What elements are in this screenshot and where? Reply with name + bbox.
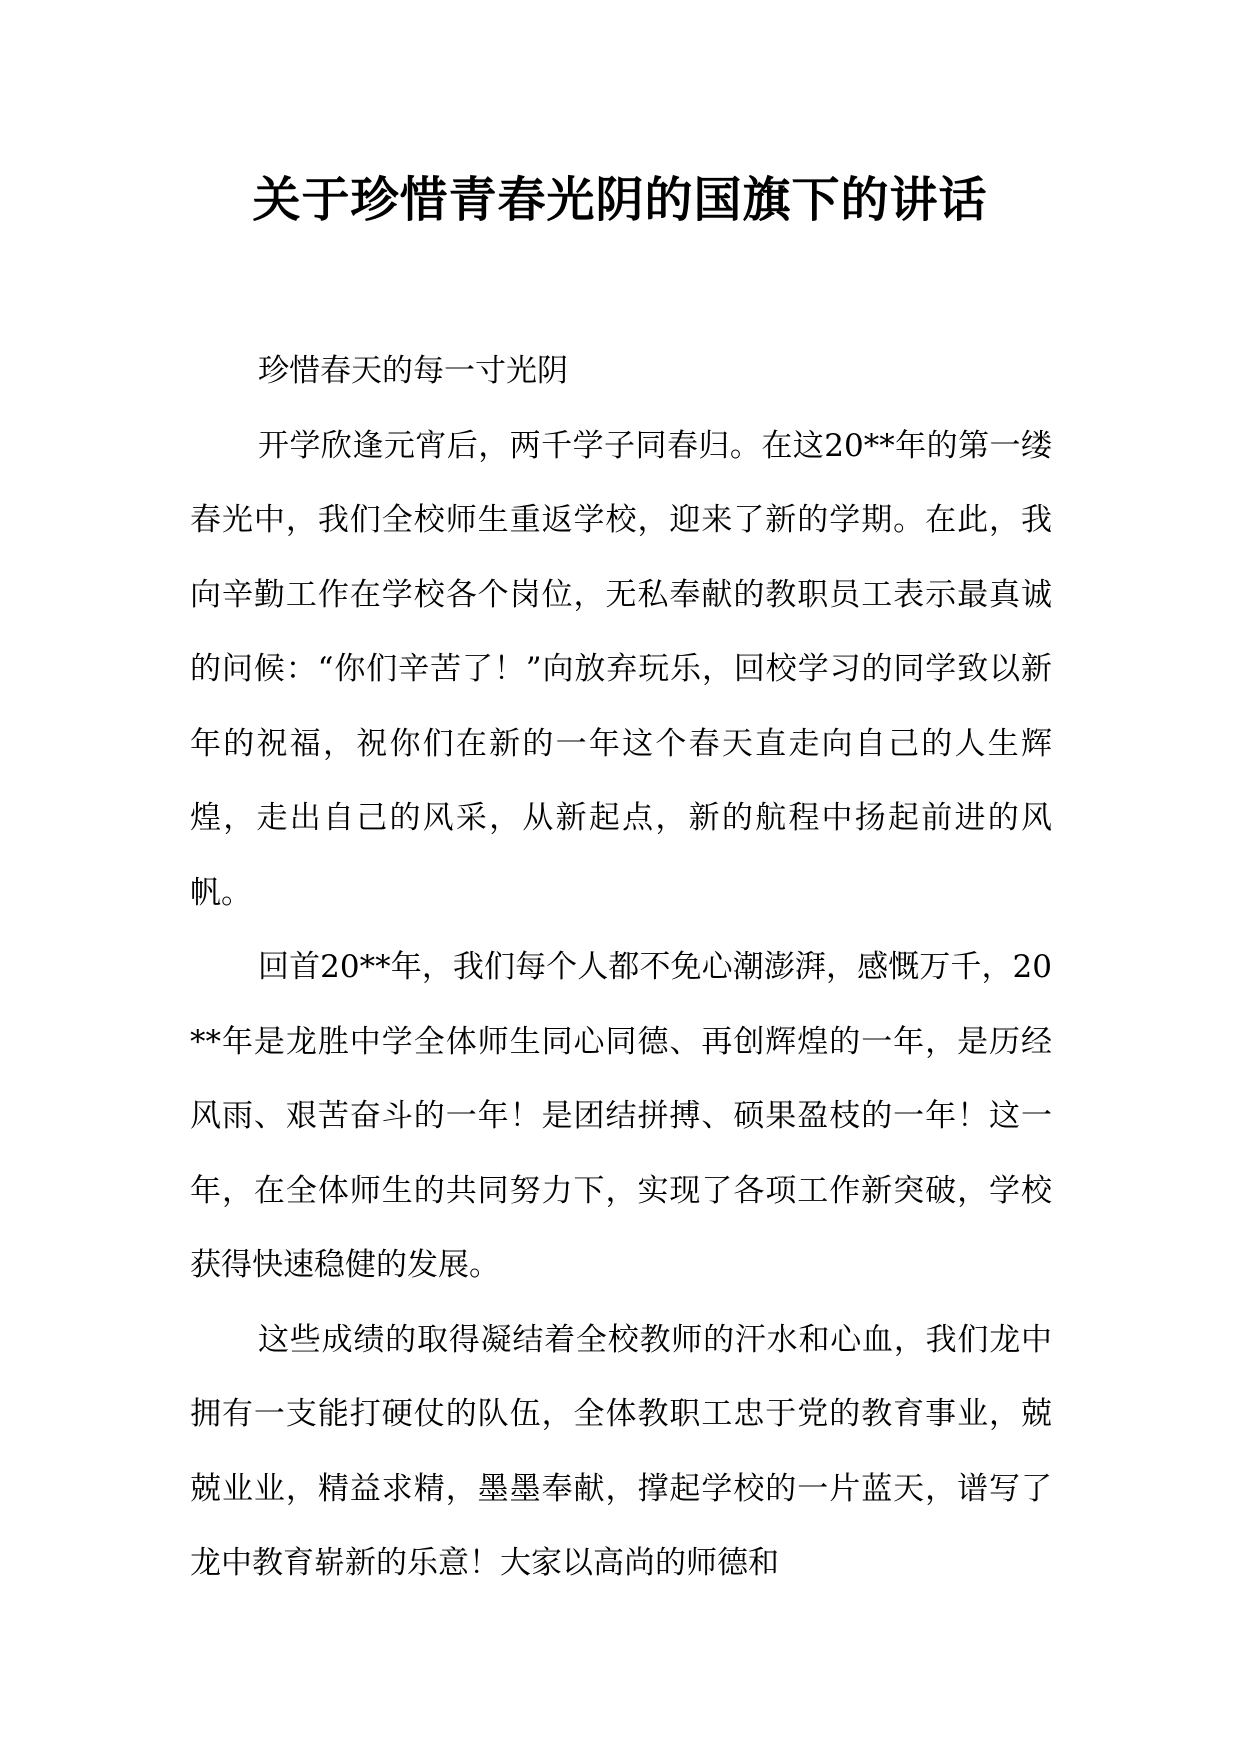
document-body	[190, 334, 1052, 1601]
document-title: 关于珍惜青春光阴的国旗下的讲话	[252, 172, 988, 228]
paragraph-review: 回首20**年，我们每个人都不免心潮澎湃，感慨万千，20**年是龙胜中学全体师生同心同德、再创辉煌的一年，是历经风雨、艰苦奋斗的一年！是团结拼搏、硕果盈枝的一年！这一年，在全体师生的共同努力下，实现了各项工作新突破，学校获得快速稳健的发展。	[190, 949, 1052, 1283]
paragraph-achievements: 这些成绩的取得凝结着全校教师的汗水和心血，我们龙中拥有一支能打硬仗的队伍，全体教职工忠于党的教育事业，兢兢业业，精益求精，墨墨奉献，撑起学校的一片蓝天，谱写了龙中教育崭新的乐意！大家以高尚的师德和	[190, 1321, 1052, 1581]
paragraph-subtitle: 珍惜春天的每一寸光阴	[258, 353, 568, 389]
paragraph-opening: 开学欣逢元宵后，两千学子同春归。在这20**年的第一缕春光中，我们全校师生重返学校，迎来了新的学期。在此，我向辛勤工作在学校各个岗位，无私奉献的教职员工表示最真诚的问候：“你们辛苦了！”向放弃玩乐，回校学习的同学致以新年的祝福，祝你们在新的一年这个春天直走向自己的人生辉煌，走出自己的风采，从新起点，新的航程中扬起前进的风帆。	[190, 427, 1052, 911]
